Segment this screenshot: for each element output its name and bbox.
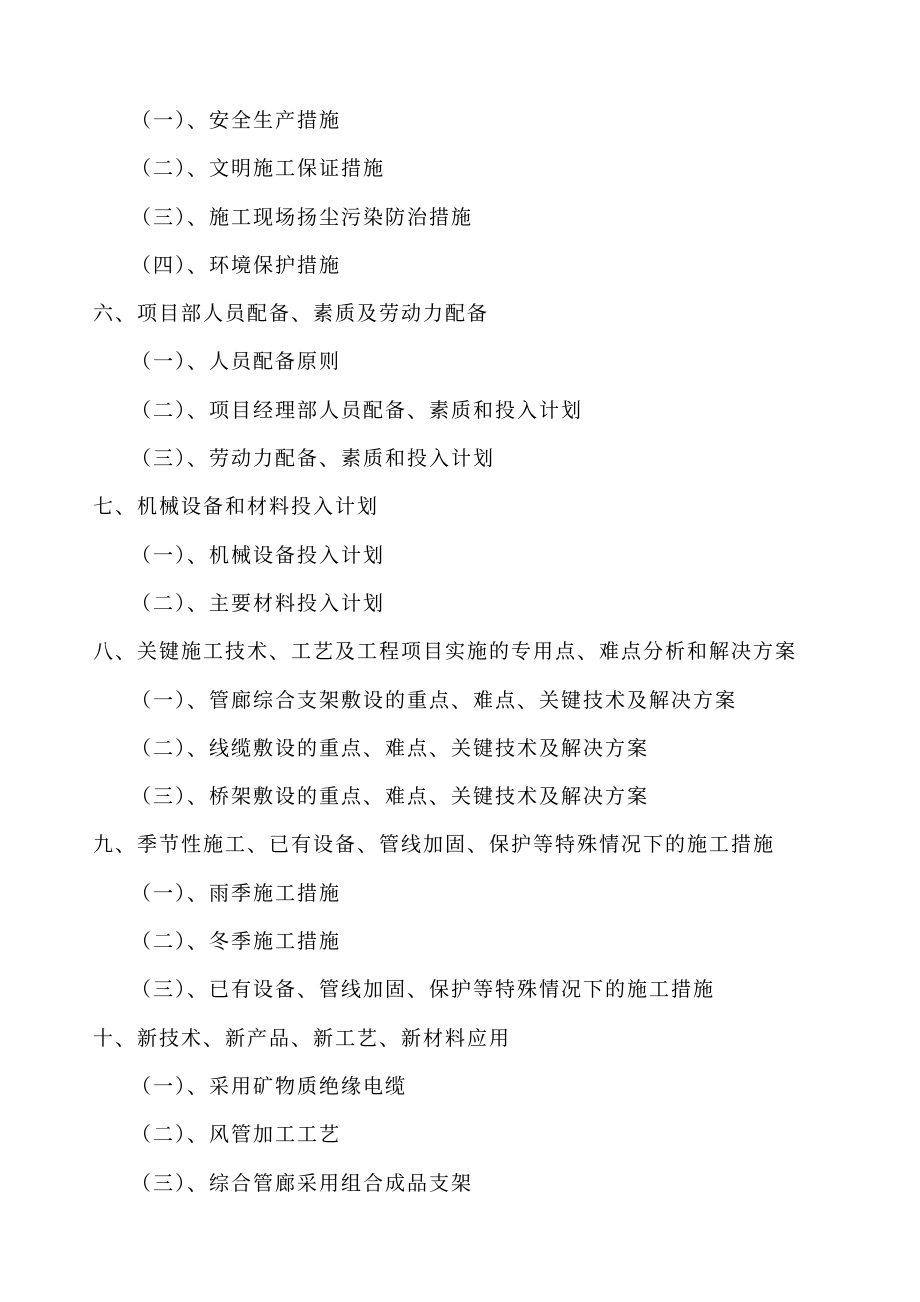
toc-item: （三）、施工现场扬尘污染防治措施 bbox=[131, 204, 473, 229]
toc-item: （三）、已有设备、管线加固、保护等特殊情况下的施工措施 bbox=[131, 977, 715, 1002]
toc-item: （二）、项目经理部人员配备、素质和投入计划 bbox=[131, 397, 583, 422]
toc-section-heading: 九、季节性施工、已有设备、管线加固、保护等特殊情况下的施工措施 bbox=[93, 832, 775, 857]
toc-section-heading: 十、新技术、新产品、新工艺、新材料应用 bbox=[93, 1025, 511, 1050]
toc-section-heading: 六、项目部人员配备、素质及劳动力配备 bbox=[93, 301, 489, 326]
table-of-contents bbox=[0, 96, 920, 1207]
toc-item: （二）、风管加工工艺 bbox=[131, 1122, 341, 1147]
toc-item: （一）、采用矿物质绝缘电缆 bbox=[131, 1073, 407, 1098]
toc-section-heading: 七、机械设备和材料投入计划 bbox=[93, 494, 379, 519]
toc-item: （二）、主要材料投入计划 bbox=[131, 590, 385, 615]
toc-item: （二）、冬季施工措施 bbox=[131, 929, 341, 954]
toc-item: （二）、文明施工保证措施 bbox=[131, 156, 385, 181]
toc-item: （二）、线缆敷设的重点、难点、关键技术及解决方案 bbox=[131, 735, 649, 760]
toc-section-heading: 八、关键施工技术、工艺及工程项目实施的专用点、难点分析和解决方案 bbox=[93, 639, 797, 664]
toc-item: （三）、桥架敷设的重点、难点、关键技术及解决方案 bbox=[131, 784, 649, 809]
toc-item: （一）、机械设备投入计划 bbox=[131, 542, 385, 567]
toc-item: （一）、管廊综合支架敷设的重点、难点、关键技术及解决方案 bbox=[131, 687, 737, 712]
toc-item: （三）、综合管廊采用组合成品支架 bbox=[131, 1170, 473, 1195]
toc-item: （一）、安全生产措施 bbox=[131, 108, 341, 132]
toc-item: （三）、劳动力配备、素质和投入计划 bbox=[131, 446, 495, 471]
toc-item: （一）、雨季施工措施 bbox=[131, 880, 341, 905]
toc-item: （四）、环境保护措施 bbox=[131, 252, 341, 277]
toc-item: （一）、人员配备原则 bbox=[131, 349, 341, 374]
